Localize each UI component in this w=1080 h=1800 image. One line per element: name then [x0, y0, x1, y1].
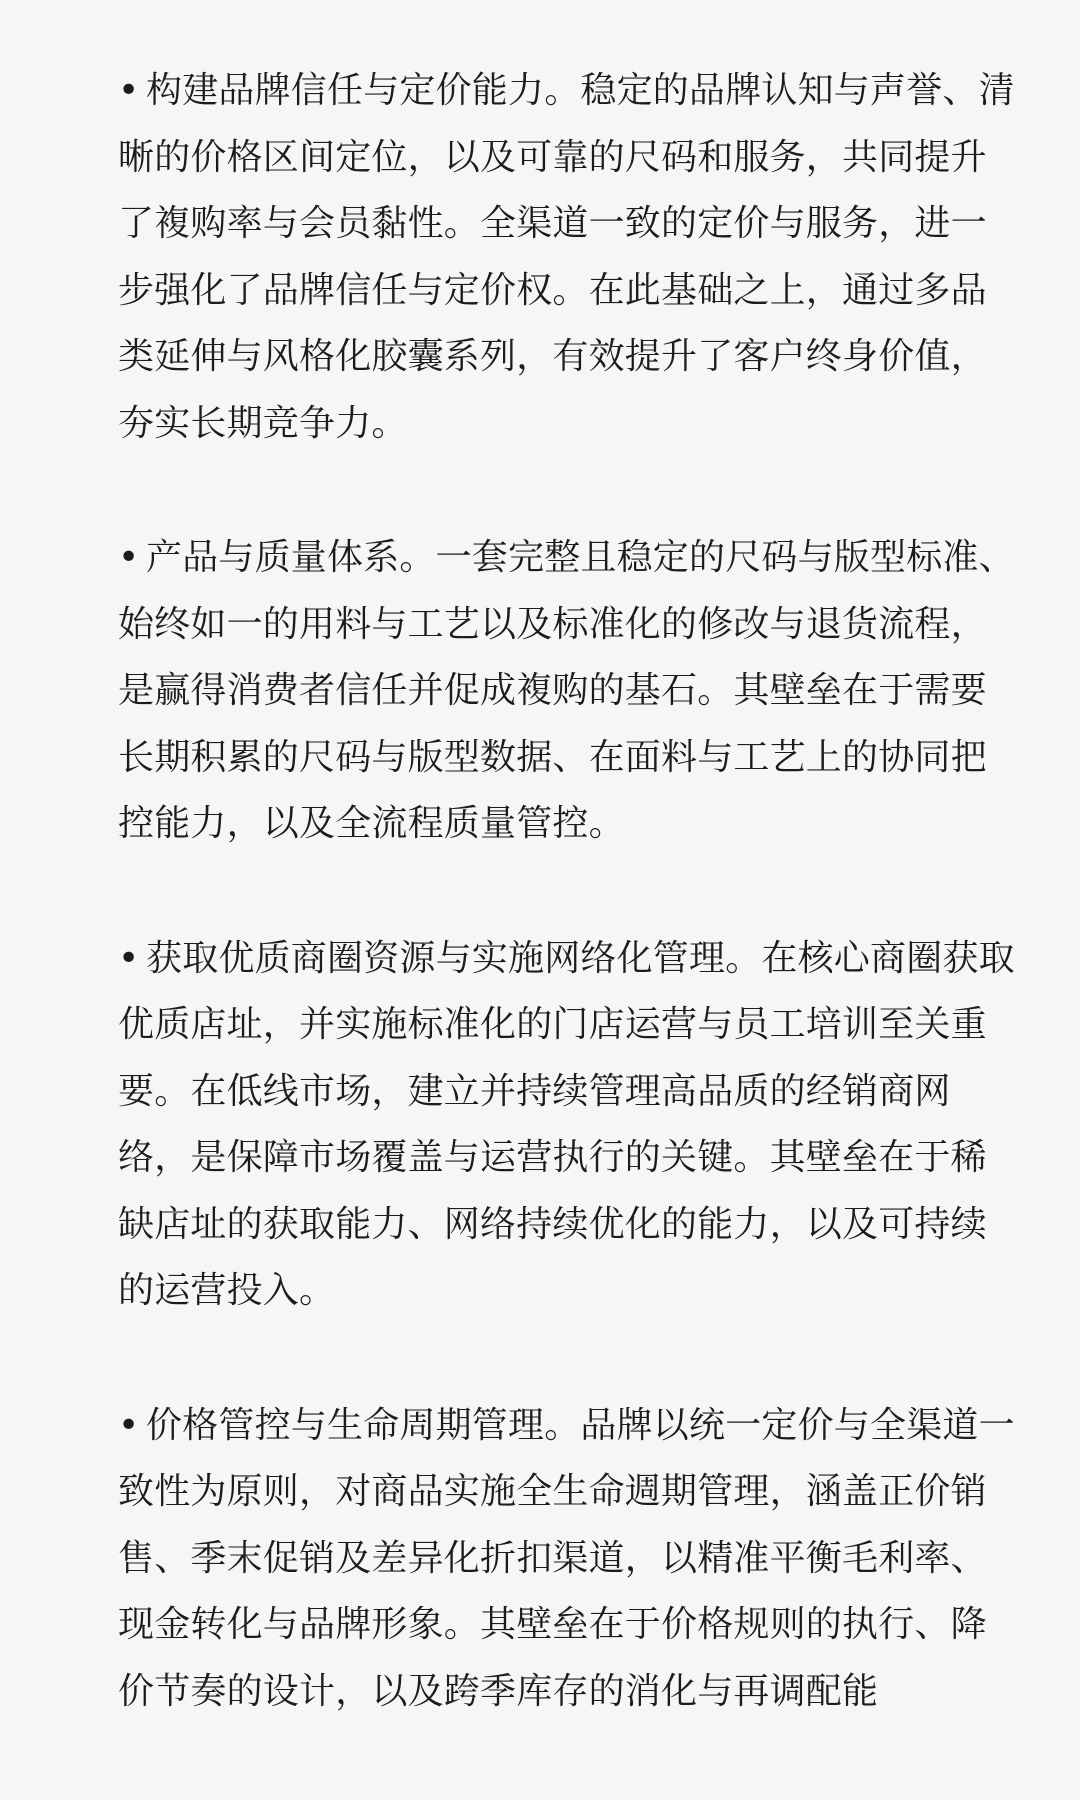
bullet-paragraph-product-quality	[118, 525, 1018, 858]
bullet-dot-icon: •	[118, 70, 140, 111]
paragraph-text: 产品与质量体系。一套完整且稳定的尺码与版型标准、始终如一的用料与工艺以及标准化的修改与退货流程，是赢得消费者信任并促成複购的基石。其壁垒在于需要长期积累的尺码与版型数据、在面料与工艺上的协同把控能力，以及全流程质量管控。	[118, 537, 1015, 844]
paragraph-text: 构建品牌信任与定价能力。稳定的品牌认知与声誉、清晰的价格区间定位，以及可靠的尺码和服务，共同提升了複购率与会员黏性。全渠道一致的定价与服务，进一步强化了品牌信任与定价权。在此基础之上，通过多品类延伸与风格化胶囊系列，有效提升了客户终身价值，夯实长期竞争力。	[118, 70, 1015, 444]
paragraph-text: 价格管控与生命周期管理。品牌以统一定价与全渠道一致性为原则，对商品实施全生命週期管理，涵盖正价销售、季末促销及差异化折扣渠道，以精准平衡毛利率、现金转化与品牌形象。其壁垒在于价格规则的执行、降价节奏的设计，以及跨季库存的消化与再调配能	[118, 1404, 1015, 1712]
bullet-paragraph-brand-trust	[118, 58, 1018, 457]
bullet-paragraph-store-network	[118, 926, 1018, 1325]
paragraph-text: 获取优质商圈资源与实施网络化管理。在核心商圈获取优质店址，并实施标准化的门店运营与员工培训至关重要。在低线市场，建立并持续管理高品质的经销商网络，是保障市场覆盖与运营执行的关键。其壁垒在于稀缺店址的获取能力、网络持续优化的能力，以及可持续的运营投入。	[118, 937, 1015, 1311]
bullet-paragraph-pricing-lifecycle	[118, 1393, 1018, 1726]
bullet-dot-icon: •	[118, 1404, 140, 1446]
bullet-dot-icon: •	[118, 537, 140, 578]
bullet-dot-icon: •	[118, 937, 140, 979]
article-body	[118, 58, 1018, 1793]
